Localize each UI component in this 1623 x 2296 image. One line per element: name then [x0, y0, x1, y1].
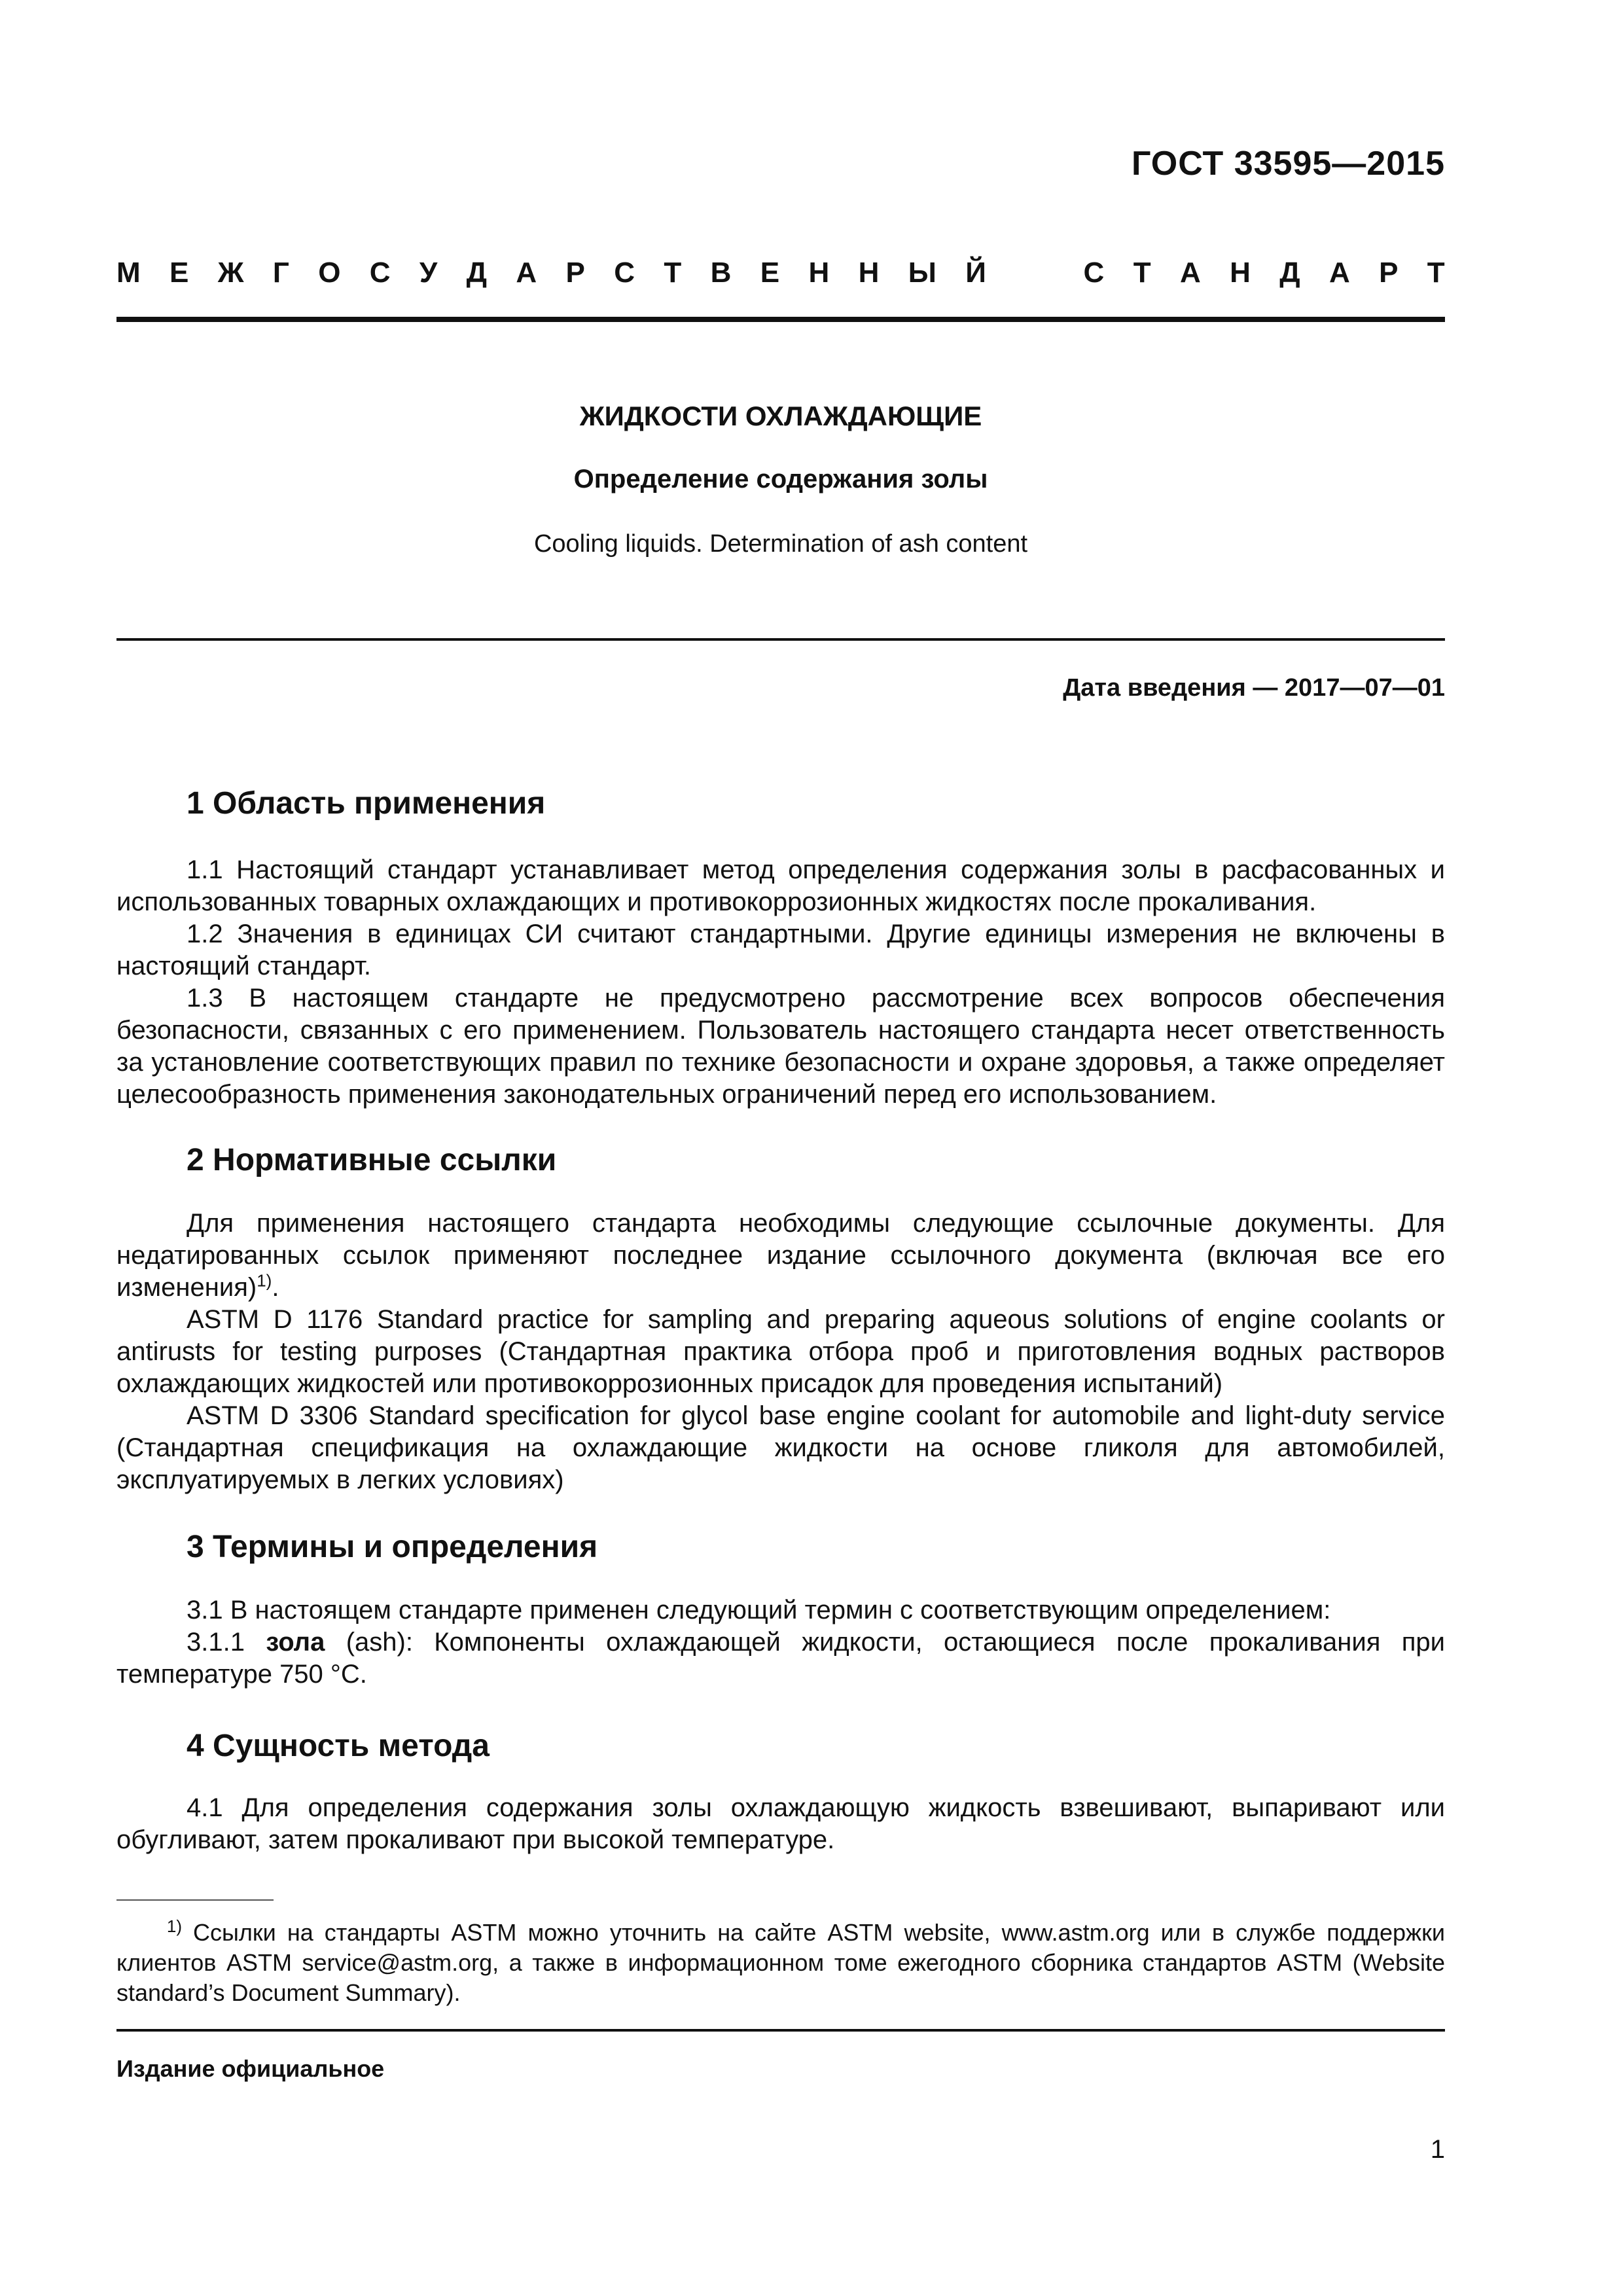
interstate-letter: С	[369, 257, 391, 289]
paragraph-3-1-1	[116, 1626, 1445, 1691]
interstate-standard-heading	[116, 257, 1445, 289]
paragraph-2-intro-end: .	[272, 1273, 279, 1302]
interstate-letter: Е	[760, 257, 780, 289]
interstate-letter: У	[419, 257, 438, 289]
paragraph-1-1-text: 1.1 Настоящий стандарт устанавливает метод определения содержания золы в расфасованных и использованных товарных охлаждающих и противокоррозионных жидкостях после прокаливания.	[116, 855, 1445, 916]
term-ash: зола	[266, 1628, 325, 1657]
footnote-ref: 1)	[257, 1270, 272, 1291]
term-number: 3.1.1	[187, 1628, 266, 1657]
title-rule	[116, 638, 1445, 641]
interstate-letter: Н	[808, 257, 830, 289]
gost-number: ГОСТ 33595—2015	[1132, 145, 1445, 183]
interstate-letter: А	[516, 257, 537, 289]
interstate-letter: С	[1083, 257, 1105, 289]
interstate-letter: Р	[1379, 257, 1399, 289]
introduction-date: Дата введения — 2017—07—01	[1063, 674, 1445, 702]
interstate-letter: Т	[664, 257, 682, 289]
footer-rule	[116, 2029, 1445, 2032]
interstate-letter: Р	[565, 257, 585, 289]
document-title-english: Cooling liquids. Determination of ash content	[533, 530, 1028, 558]
paragraph-2-intro-text: Для применения настоящего стандарта необходимы следующие ссылочные документы. Для недатированных ссылок применяют последнее издание ссылочного документа (включая все его изменения)	[116, 1209, 1445, 1302]
interstate-letter: А	[1179, 257, 1201, 289]
reference-astm-d1176-text: ASTM D 1176 Standard practice for sampling and preparing aqueous solutions of engine coolants or antirusts for testing purposes (Стандартная практика отбора проб и приготовления водных растворов охлаждающих жидкостей или противокоррозионных присадок для проведения испытаний)	[116, 1305, 1445, 1398]
interstate-letter: О	[318, 257, 341, 289]
footnote-marker: 1)	[166, 1916, 182, 1936]
document-title: ЖИДКОСТИ ОХЛАЖДАЮЩИЕ	[579, 401, 982, 431]
interstate-letter: Е	[169, 257, 189, 289]
interstate-letter: Й	[965, 257, 986, 289]
section-1-heading: 1 Область применения	[187, 786, 546, 821]
paragraph-1-2-text: 1.2 Значения в единицах СИ считают стандартными. Другие единицы измерения не включены в настоящий стандарт.	[116, 920, 1445, 980]
document-subtitle: Определение содержания золы	[573, 465, 988, 493]
interstate-letter: Д	[1279, 257, 1300, 289]
interstate-letter: Н	[1230, 257, 1251, 289]
paragraph-1-3	[116, 982, 1445, 1111]
interstate-letter: В	[710, 257, 732, 289]
interstate-letter: М	[116, 257, 141, 289]
interstate-gap	[1015, 257, 1054, 289]
paragraph-3-1-text: 3.1 В настоящем стандарте применен следующий термин с соответствующим определением:	[187, 1596, 1331, 1624]
paragraph-1-2	[116, 918, 1445, 982]
paragraph-2-intro	[116, 1208, 1445, 1304]
interstate-letter: Ы	[908, 257, 936, 289]
interstate-letter: А	[1329, 257, 1350, 289]
footnote	[116, 1918, 1445, 2008]
interstate-letter: Т	[1427, 257, 1445, 289]
interstate-letter: Н	[858, 257, 880, 289]
header-rule	[116, 317, 1445, 322]
interstate-letter: Ж	[217, 257, 244, 289]
section-3-heading: 3 Термины и определения	[187, 1530, 598, 1564]
paragraph-4-1	[116, 1792, 1445, 1856]
section-2-heading: 2 Нормативные ссылки	[187, 1143, 557, 1177]
reference-astm-d1176	[116, 1304, 1445, 1400]
paragraph-1-1	[116, 854, 1445, 918]
paragraph-1-3-text: 1.3 В настоящем стандарте не предусмотрено рассмотрение всех вопросов обеспечения безопасности, связанных с его применением. Пользователь настоящего стандарта несет ответственность за установление соответствующих правил по технике безопасности и охране здоровья, а также определяет целесообразность применения законодательных ограничений перед его использованием.	[116, 984, 1445, 1109]
page-number: 1	[1430, 2135, 1445, 2164]
term-definition: (ash): Компоненты охлаждающей жидкости, остающиеся после прокаливания при температуре 750 °С.	[116, 1628, 1446, 1689]
interstate-letter: С	[614, 257, 635, 289]
footnote-text: Ссылки на стандарты ASTM можно уточнить на сайте ASTM website, www.astm.org или в службе поддержки клиентов ASTM service@astm.org, а также в информационном томе ежегодного сборника стандартов ASTM (Website standard’s Document Summary).	[116, 1919, 1445, 2006]
reference-astm-d3306-text: ASTM D 3306 Standard specification for glycol base engine coolant for automobile and light-duty service (Стандартная спецификация на охлаждающие жидкости на основе гликоля для автомобилей, эксплуатируемых в легких условиях)	[116, 1401, 1445, 1494]
interstate-letter: Д	[466, 257, 488, 289]
paragraph-3-1	[116, 1594, 1445, 1626]
paragraph-4-1-text: 4.1 Для определения содержания золы охлаждающую жидкость взвешивают, выпаривают или обугливают, затем прокаливают при высокой температуре.	[116, 1793, 1445, 1854]
footnote-separator	[116, 1899, 274, 1901]
official-edition-label: Издание официальное	[116, 2055, 385, 2082]
reference-astm-d3306	[116, 1400, 1445, 1496]
section-4-heading: 4 Сущность метода	[187, 1729, 490, 1763]
interstate-letter: Г	[272, 257, 289, 289]
interstate-letter: Т	[1133, 257, 1151, 289]
